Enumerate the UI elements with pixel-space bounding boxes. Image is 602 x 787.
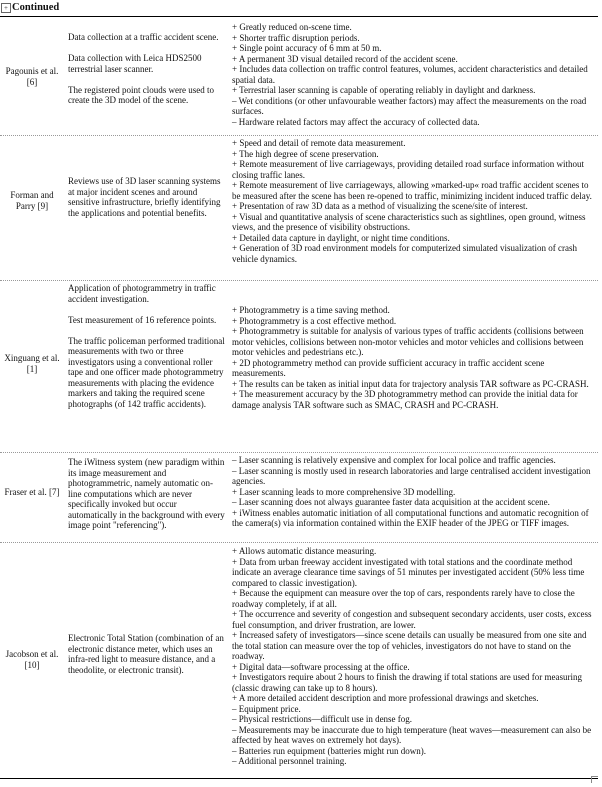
author-cell: Pagounis et al. [6] xyxy=(5,66,59,87)
method-cell xyxy=(68,633,226,675)
method-gap xyxy=(68,304,226,315)
note-line: + Greatly reduced on-scene time. xyxy=(232,22,352,32)
notes-cell xyxy=(232,455,594,529)
note-line: + Photogrammetry is suitable for analysis of various types of traffic accidents (collisions between motor vehicles, collisions between non-motor vehicles and motor vehicles and collisions between motor vehicles and pedestrians etc.). xyxy=(232,326,584,357)
note-line: + Shorter traffic disruption periods. xyxy=(232,32,360,43)
note-line: + Speed and detail of remote data measurement. xyxy=(232,138,406,148)
note-line: + Remote measurement of live carriageways, allowing »marked-up« road traffic accident scenes to be measured after the scene has been re-opened to traffic, minimizing incident induced traffic delay. xyxy=(232,180,592,201)
note-line: + The occurrence and severity of congestion and subsequent secondary accidents, user costs, excess fuel consumption, and driver frustration, are lower. xyxy=(232,609,592,630)
notes-cell xyxy=(232,305,594,410)
method-text: The registered point clouds were used to create the 3D model of the scene. xyxy=(68,84,214,105)
note-line: + Photogrammetry is a time saving method. xyxy=(232,305,390,315)
author-cell: Forman and Parry [9] xyxy=(10,190,54,211)
note-line: + Generation of 3D road environment models for computerized simulated visualization of crash vehicle dynamics. xyxy=(232,243,577,264)
method-text: Test measurement of 16 reference points. xyxy=(68,314,217,325)
table-bottom-rule xyxy=(0,778,598,779)
note-line: + Includes data collection on traffic control features, volumes, accident characteristics and detailed spatial data. xyxy=(232,64,588,85)
note-line: – Wet conditions (or other unfavourable weather factors) may affect the measurements on the road surfaces. xyxy=(232,95,587,116)
method-text: Reviews use of 3D laser scanning systems at major incident scenes and around sensitive infrastructure, briefly identifying the applications and potential benefits. xyxy=(68,176,221,218)
table-row xyxy=(0,453,598,543)
table-row xyxy=(0,20,598,136)
note-line: + Increased safety of investigators—since scene details can usually be measured from one site and the total station can measure over the top of vehicles, investigators do not have to stand on the roadway. xyxy=(232,630,587,661)
note-line: + A permanent 3D visual detailed record of the accident scene. xyxy=(232,53,458,64)
method-text: The iWitness system (new paradigm within its image measurement and photogrammetric, namely automatic on-line computations which are never specifically invoked but occur automatically in the background with every image point "referencing"). xyxy=(68,457,225,530)
author-cell: Xinguang et al. [1] xyxy=(4,353,60,374)
method-text: Application of photogrammetry in traffic accident investigation. xyxy=(68,283,216,304)
notes-cell xyxy=(232,22,594,127)
table-anchor-icon[interactable]: + xyxy=(1,3,11,13)
note-line: + Presentation of raw 3D data as a method of visualizing the scene/site of interest. xyxy=(232,201,528,211)
note-line: + Detailed data capture in daylight, or night time conditions. xyxy=(232,232,450,243)
method-text: Electronic Total Station (combination of an electronic distance meter, which uses an infra-red light to measure distance, and a theodolite, or electronic transit). xyxy=(68,633,224,675)
notes-cell xyxy=(232,138,594,264)
note-line: + Remote measurement of live carriageways, providing detailed road surface information without closing traffic lanes. xyxy=(232,159,584,180)
table-row xyxy=(0,543,598,777)
method-cell xyxy=(68,32,226,106)
note-line: + 2D photogrammetry method can provide sufficient accuracy in traffic accident scene measurements. xyxy=(232,357,545,378)
note-line: + A more detailed accident description and more professional drawings and sketches. xyxy=(232,693,539,703)
note-line: + Laser scanning leads to more comprehensive 3D modelling. xyxy=(232,486,456,497)
method-cell xyxy=(68,283,226,409)
note-line: + The results can be taken as initial input data for trajectory analysis TAR software as PC-CRASH. xyxy=(232,378,589,389)
author-cell: Jacobson et al. [10] xyxy=(5,649,59,670)
note-line: – Batteries run equipment (batteries might run down). xyxy=(232,745,426,756)
note-line: – Laser scanning is mostly used in research laboratories and large centralised accident investigation agencies. xyxy=(232,465,591,486)
note-line: + Because the equipment can measure over the top of cars, respondents rarely have to close the roadway completely, if at all. xyxy=(232,588,575,609)
note-line: – Laser scanning does not always guarantee faster data acquisition at the accident scene. xyxy=(232,497,550,507)
method-cell xyxy=(68,176,226,218)
table-row xyxy=(0,136,598,281)
note-line: + Visual and quantitative analysis of scene characteristics such as sightlines, open ground, witness views, and the presence of visibility obstructions. xyxy=(232,211,586,232)
method-cell xyxy=(68,457,226,531)
table-row xyxy=(0,281,598,453)
note-line: + Data from urban freeway accident investigated with total stations and the coordinate method indicate an average clearance time savings of 51 minutes per investigated accident (50% less time compared to classic investigation). xyxy=(232,556,585,588)
method-gap xyxy=(68,43,226,54)
note-line: – Physical restrictions—difficult use in dense fog. xyxy=(232,714,413,724)
note-line: – Laser scanning is relatively expensive and complex for local police and traffic agencies. xyxy=(232,455,556,465)
note-line: + The high degree of scene preservation. xyxy=(232,148,379,159)
page-corner-mark-icon xyxy=(591,776,598,783)
note-line: – Equipment price. xyxy=(232,703,301,714)
note-line: – Additional personnel training. xyxy=(232,756,347,766)
method-gap xyxy=(68,325,226,336)
note-line: + iWitness enables automatic initiation of all computational functions and automatic recognition of the camera(s) via information contained within the EXIF header of the JPEG or TIFF images. xyxy=(232,507,589,528)
table-top-rule xyxy=(0,16,598,17)
method-text: Data collection at a traffic accident scene. xyxy=(68,32,219,42)
note-line: + Photogrammetry is a cost effective method. xyxy=(232,315,397,326)
note-line: + Investigators require about 2 hours to finish the drawing if total stations are used for measuring (classic drawing can take up to 8 hours). xyxy=(232,672,582,693)
note-line: + Allows automatic distance measuring. xyxy=(232,546,377,556)
note-line: + The measurement accuracy by the 3D photogrammetry method can provide the initial data for damage analysis TAR software such as SMAC, CRASH and PC-CRASH. xyxy=(232,389,578,410)
note-line: + Single point accuracy of 6 mm at 50 m. xyxy=(232,43,382,53)
table-continued-heading: Continued xyxy=(12,2,60,13)
method-gap xyxy=(68,74,226,85)
author-cell: Fraser et al. [7] xyxy=(4,487,60,497)
note-line: – Measurements may be inaccurate due to high temperature (heat waves—measurement can also be affected by heat waves on extremely hot days). xyxy=(232,724,592,745)
note-line: – Hardware related factors may affect the accuracy of collected data. xyxy=(232,116,480,127)
notes-cell xyxy=(232,546,594,767)
method-text: The traffic policeman performed traditional measurements with two or three investigators using a conventional roller tape and one officer made photogrammetry measurements with placing the evidence markers and taking the required scene photographs (of 142 traffic accidents). xyxy=(68,335,225,409)
note-line: + Digital data—software processing at the office. xyxy=(232,661,410,672)
method-text: Data collection with Leica HDS2500 terrestrial laser scanner. xyxy=(68,53,202,74)
note-line: + Terrestrial laser scanning is capable of operating reliably in daylight and darkness. xyxy=(232,85,536,95)
